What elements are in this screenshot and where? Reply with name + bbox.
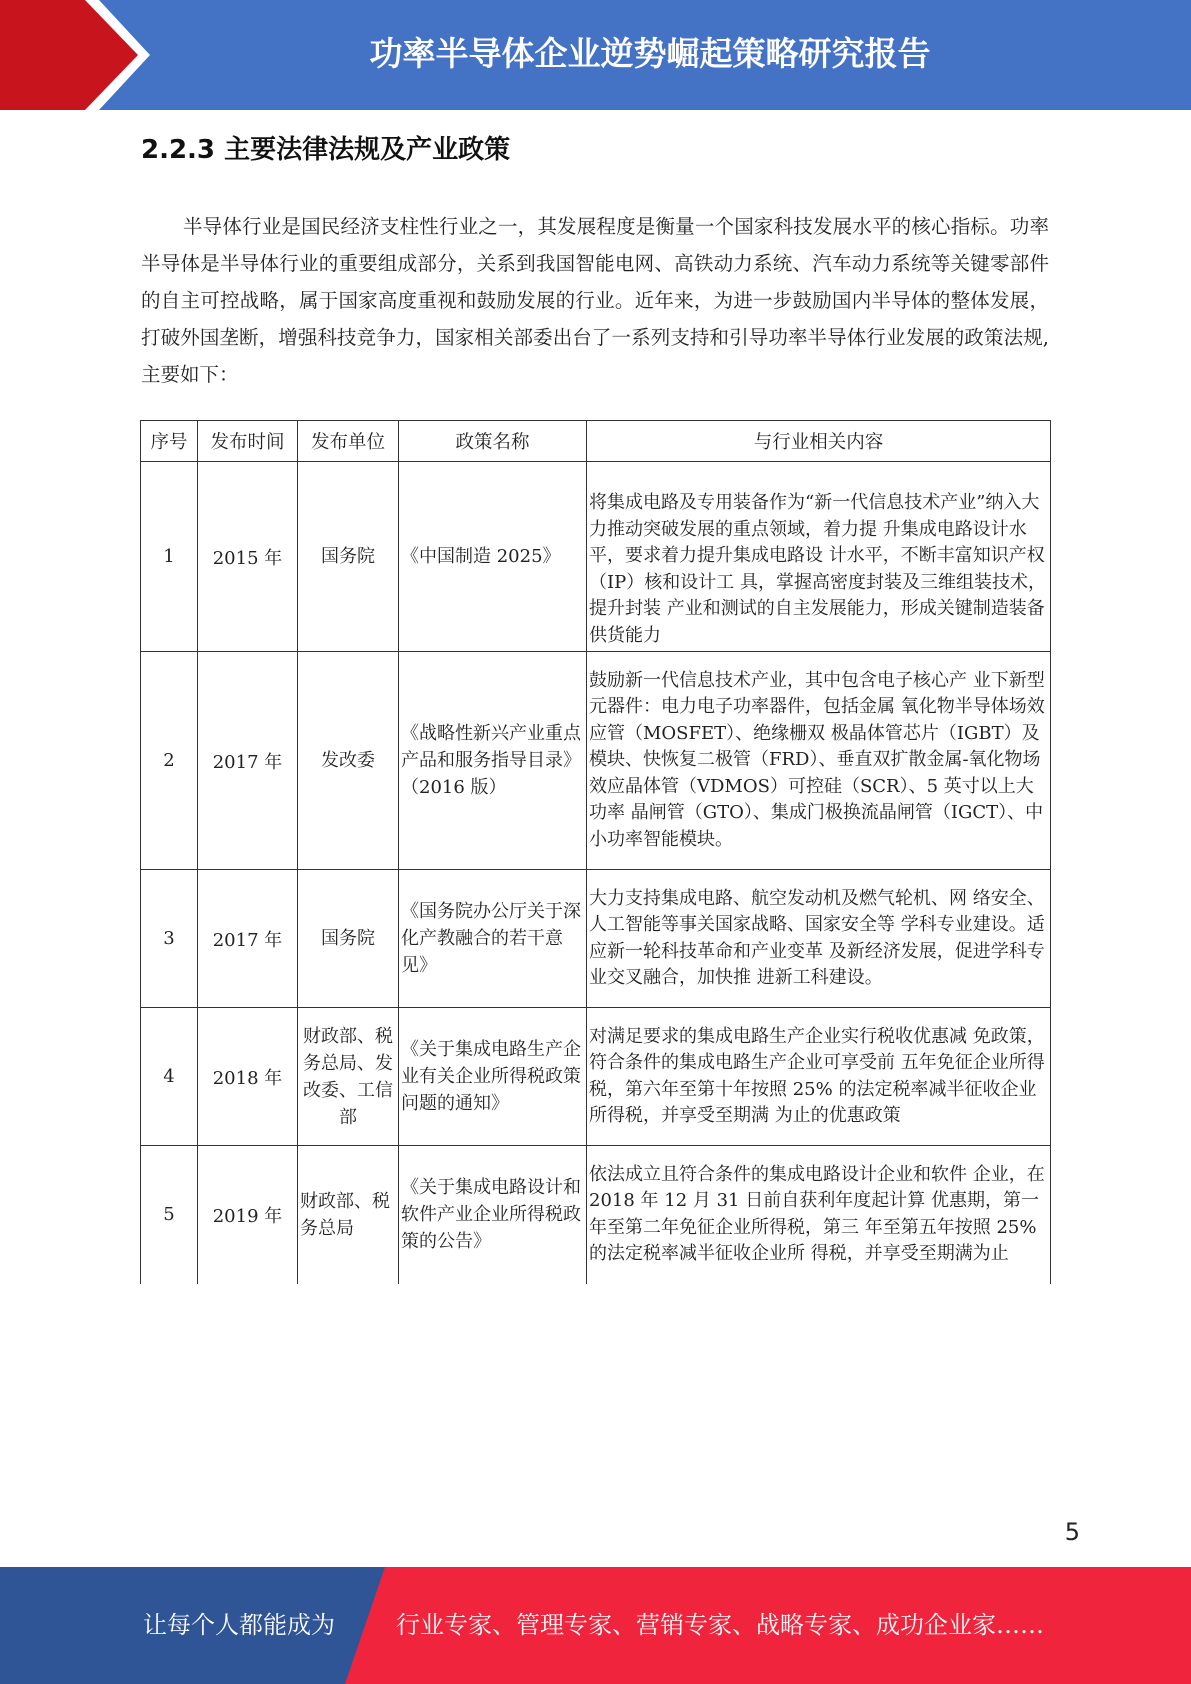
intro-paragraph: 半导体行业是国民经济支柱性行业之一，其发展程度是衡量一个国家科技发展水平的核心指标。功率半导体是半导体行业的重要组成部分，关系到我国智能电网、高铁动力系统、汽车动力系统等关键零部件的自主可控战略，属于国家高度重视和鼓励发展的行业。近年来，为进一步鼓励国内半导体的整体发展，打破外国垄断，增强科技竞争力，国家相关部委出台了一系列支持和引导功率半导体行业发展的政策法规,主要如下：: [141, 215, 1049, 386]
row-no: 1: [141, 462, 198, 652]
policy-table: [140, 420, 1051, 1284]
table-row: [141, 462, 1051, 652]
row-date: 2019 年: [198, 1146, 298, 1284]
report-title: 功率半导体企业逆势崛起策略研究报告: [369, 34, 931, 73]
footer-banner: [0, 1567, 1191, 1684]
header-no: 序号: [141, 421, 198, 462]
row-no: 2: [141, 652, 198, 870]
header-policy-name: 政策名称: [399, 421, 587, 462]
row-issuer: 国务院: [298, 870, 399, 1008]
row-issuer: 财政部、税务总局、发改委、工信部: [298, 1008, 399, 1146]
row-no: 4: [141, 1008, 198, 1146]
header-content: 与行业相关内容: [587, 421, 1051, 462]
row-policy-name: 《战略性新兴产业重点产品和服务指导目录》（2016 版）: [399, 652, 587, 870]
section-heading: 2.2.3 主要法律法规及产业政策: [141, 135, 511, 165]
row-content: 大力支持集成电路、航空发动机及燃气轮机、网 络安全、人工智能等事关国家战略、国家安全等 学科专业建设。适应新一轮科技革命和产业变革 及新经济发展，促进学科专业交叉融合，加快推 进新工科建设。: [587, 870, 1051, 1008]
row-content: 对满足要求的集成电路生产企业实行税收优惠减 免政策，符合条件的集成电路生产企业可享受前 五年免征企业所得税，第六年至第十年按照 25% 的法定税率减半征收企业所得税，并享受至期满 为止的优惠政策: [587, 1008, 1051, 1146]
header-issuer: 发布单位: [298, 421, 399, 462]
row-issuer: 财政部、税务总局: [298, 1146, 399, 1284]
row-no: 3: [141, 870, 198, 1008]
row-date: 2017 年: [198, 652, 298, 870]
row-no: 5: [141, 1146, 198, 1284]
report-header: [0, 0, 1191, 110]
row-date: 2018 年: [198, 1008, 298, 1146]
row-content: 依法成立且符合条件的集成电路设计企业和软件 企业，在 2018 年 12 月 31 日前自获利年度起计算 优惠期，第一年至第二年免征企业所得税，第三 年至第五年按照 25%的法定税率减半征收企业所 得税，并享受至期满为止: [587, 1146, 1051, 1284]
table-header-row: [141, 421, 1051, 462]
table-row: [141, 652, 1051, 870]
row-date: 2017 年: [198, 870, 298, 1008]
header-arrow-icon: [0, 0, 150, 110]
row-policy-name: 《中国制造 2025》: [399, 462, 587, 652]
table-row: [141, 870, 1051, 1008]
row-date: 2015 年: [198, 462, 298, 652]
row-policy-name: 《关于集成电路生产企业有关企业所得税政策问题的通知》: [399, 1008, 587, 1146]
page-number: 5: [1064, 1518, 1080, 1546]
row-policy-name: 《关于集成电路设计和软件产业企业所得税政策的公告》: [399, 1146, 587, 1284]
row-issuer: 发改委: [298, 652, 399, 870]
row-issuer: 国务院: [298, 462, 399, 652]
footer-slogan-right: 行业专家、管理专家、营销专家、战略专家、成功企业家……: [396, 1611, 1044, 1639]
row-policy-name: 《国务院办公厅关于深化产教融合的若干意见》: [399, 870, 587, 1008]
header-date: 发布时间: [198, 421, 298, 462]
footer-slogan-left: 让每个人都能成为: [143, 1611, 335, 1639]
row-content: 将集成电路及专用装备作为“新一代信息技术产业”纳入大力推动突破发展的重点领域，着力提 升集成电路设计水平，要求着力提升集成电路设 计水平，不断丰富知识产权（IP）核和设计工 具，掌握高密度封装及三维组装技术，提升封装 产业和测试的自主发展能力，形成关键制造装备 供货能力: [587, 462, 1051, 652]
table-row: [141, 1146, 1051, 1284]
table-row: [141, 1008, 1051, 1146]
row-content: 鼓励新一代信息技术产业，其中包含电子核心产 业下新型元器件：电力电子功率器件，包括金属 氧化物半导体场效应管（MOSFET）、绝缘栅双 极晶体管芯片（IGBT）及模块、快恢复二极管（FRD）、垂直双扩散金属-氧化物场效应晶体管（VDMOS）可控硅（SCR）、5 英寸以上大功率 晶闸管（GTO）、集成门极换流晶闸管（IGCT）、中小功率智能模块。: [587, 652, 1051, 870]
